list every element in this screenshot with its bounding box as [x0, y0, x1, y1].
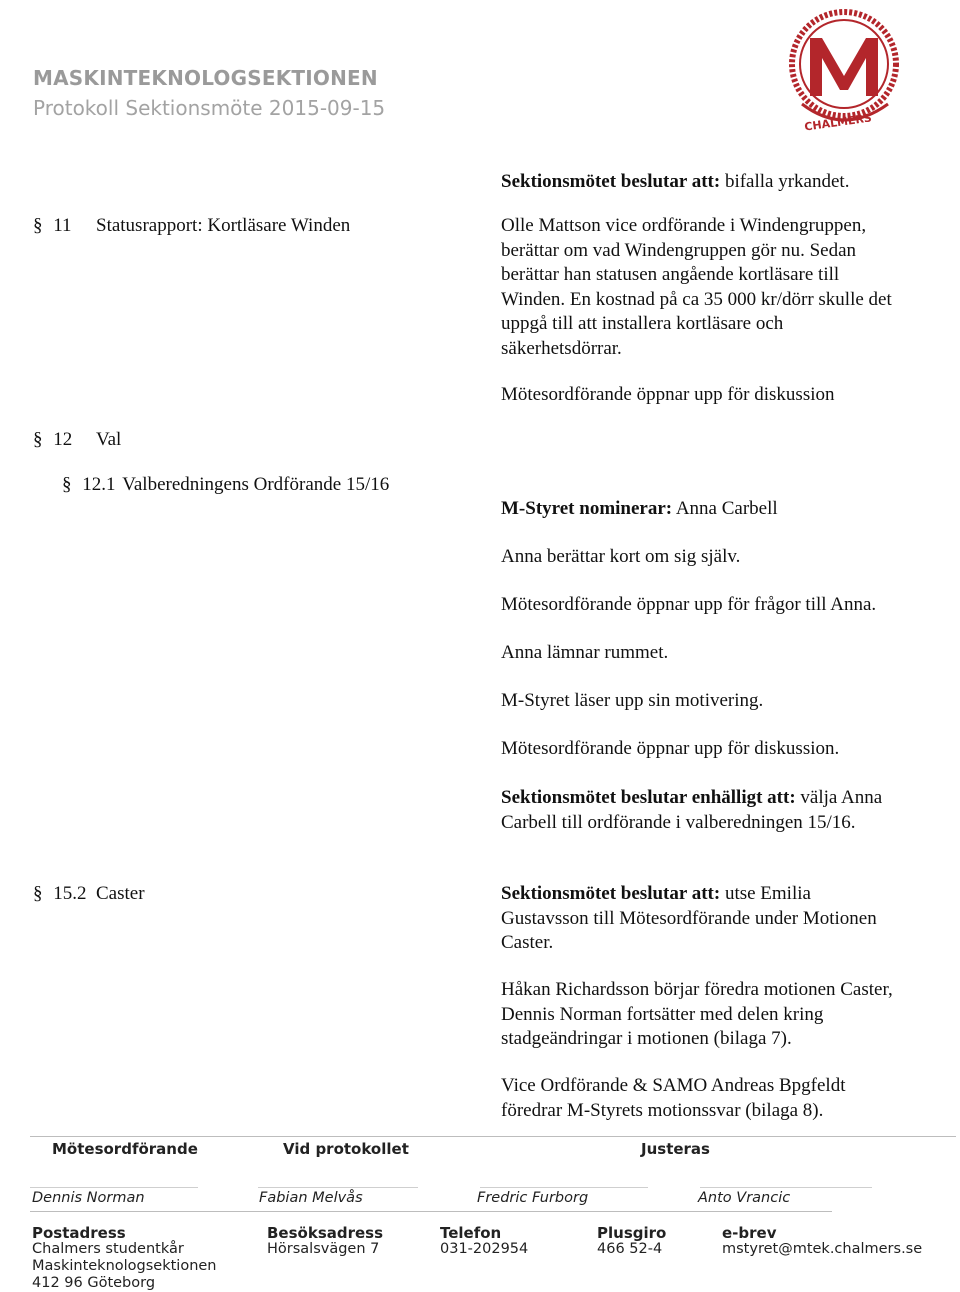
nomination-line	[501, 497, 951, 522]
organization-name: MASKINTEKNOLOGSEKTIONEN	[33, 66, 378, 90]
section-number: 11	[53, 215, 72, 236]
section-11-discussion: Mötesordförande öppnar upp för diskussion	[501, 384, 835, 405]
ebrev-link[interactable]: mstyret@mtek.chalmers.se	[722, 1241, 923, 1257]
address-line: 412 96 Göteborg	[32, 1275, 156, 1291]
secretary-label: Vid protokollet	[283, 1140, 409, 1158]
body-line: Winden. En kostnad på ca 35 000 kr/dörr skulle det	[501, 288, 892, 310]
body-line: föredrar M-Styrets motionssvar (bilaga 8).	[501, 1099, 824, 1121]
signature-line	[30, 1187, 198, 1188]
postadress-label: Postadress	[32, 1224, 126, 1242]
section-12-title: Val	[96, 429, 122, 450]
telefon-value: 031-202954	[440, 1241, 529, 1257]
telefon-label: Telefon	[440, 1224, 502, 1242]
body-line: Vice Ordförande & SAMO Andreas Bpgfeldt	[501, 1075, 846, 1096]
decision-paragraph	[501, 882, 951, 956]
address-line: Maskinteknologsektionen	[32, 1258, 217, 1274]
body-line: berättar om vad Windengruppen gör nu. Sedan	[501, 239, 857, 261]
section-15-2-heading	[33, 882, 87, 907]
body-line: uppgå till att installera kortläsare och	[501, 313, 784, 334]
signature-name: Fabian Melvås	[259, 1190, 363, 1206]
decision-label: Sektionsmötet beslutar enhälligt att:	[501, 787, 796, 808]
paragraph: Mötesordförande öppnar upp för frågor till Anna.	[501, 594, 877, 615]
chair-label: Mötesordförande	[52, 1140, 198, 1158]
decision-text: bifalla yrkandet.	[724, 171, 850, 192]
decision-text: välja Anna	[800, 787, 883, 808]
signature-line	[258, 1187, 418, 1188]
decision-label: Sektionsmötet beslutar att:	[501, 883, 721, 904]
section-number: 15.2	[53, 883, 87, 904]
body-line: Olle Mattson vice ordförande i Windengruppen,	[501, 215, 867, 236]
paragraph: Anna lämnar rummet.	[501, 642, 669, 663]
ebrev-label: e-brev	[722, 1224, 777, 1242]
paragraph	[501, 1074, 951, 1123]
section-title: Valberedningens Ordförande 15/16	[122, 474, 390, 495]
logo-text: CHALMERS	[803, 111, 873, 132]
body-line: stadgeändringar i motionen (bilaga 7).	[501, 1028, 792, 1049]
section-marker: §	[33, 429, 43, 450]
paragraph	[501, 978, 951, 1052]
paragraph: Mötesordförande öppnar upp för diskussion.	[501, 738, 840, 759]
decision-text: Gustavsson till Mötesordförande under Motionen	[501, 907, 877, 929]
section-11-heading	[33, 214, 72, 239]
signature-line	[700, 1187, 872, 1188]
footer-rule	[30, 1136, 956, 1137]
plusgiro-label: Plusgiro	[597, 1224, 667, 1242]
signature-line	[480, 1187, 648, 1188]
section-number: 12.1	[82, 474, 116, 495]
decision-paragraph	[501, 786, 951, 835]
footer-divider	[30, 1211, 832, 1212]
section-marker: §	[33, 883, 43, 904]
paragraph: M-Styret läser upp sin motivering.	[501, 690, 764, 711]
decision-label: Sektionsmötet beslutar att:	[501, 171, 721, 192]
section-12-1-heading	[62, 473, 389, 498]
paragraph: Anna berättar kort om sig själv.	[501, 546, 741, 567]
signature-name: Anto Vrancic	[698, 1190, 791, 1206]
besoksadress-label: Besöksadress	[267, 1224, 384, 1242]
signature-name: Dennis Norman	[32, 1190, 145, 1206]
protocol-title: Protokoll Sektionsmöte 2015-09-15	[33, 96, 386, 120]
section-marker: §	[62, 474, 72, 495]
section-15-2-title: Caster	[96, 883, 145, 904]
signature-name: Fredric Furborg	[477, 1190, 589, 1206]
section-11-title: Statusrapport: Kortläsare Winden	[96, 215, 351, 236]
section-number: 12	[53, 429, 73, 450]
decision-paragraph	[501, 170, 951, 195]
body-line: Dennis Norman fortsätter med delen kring	[501, 1003, 824, 1025]
chalmers-m-logo	[780, 4, 910, 132]
body-line: säkerhetsdörrar.	[501, 337, 622, 359]
nomination-name: Anna Carbell	[675, 498, 778, 519]
body-line: berättar han statusen angående kortläsare till	[501, 264, 840, 285]
adjust-label: Justeras	[641, 1140, 710, 1158]
postadress-value	[32, 1241, 217, 1292]
decision-text: utse Emilia	[724, 883, 811, 904]
address-line: Chalmers studentkår	[32, 1241, 184, 1257]
decision-text: Caster.	[501, 932, 554, 953]
nomination-label: M-Styret nominerar:	[501, 498, 673, 519]
section-11-body	[501, 214, 951, 361]
decision-text: Carbell till ordförande i valberedningen 15/16.	[501, 811, 856, 833]
besoksadress-value: Hörsalsvägen 7	[267, 1241, 380, 1257]
body-line: Håkan Richardsson börjar föredra motionen Caster,	[501, 979, 893, 1000]
section-marker: §	[33, 215, 43, 236]
plusgiro-value: 466 52-4	[597, 1241, 663, 1257]
section-12-heading	[33, 428, 72, 453]
